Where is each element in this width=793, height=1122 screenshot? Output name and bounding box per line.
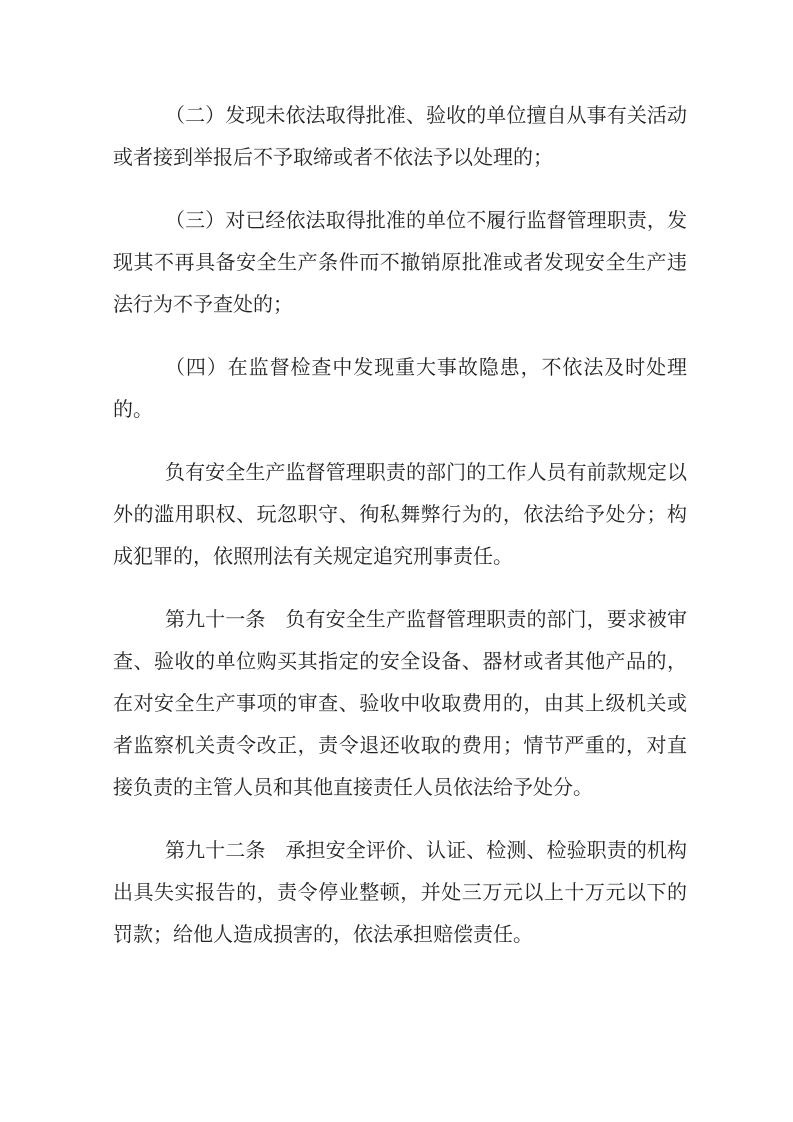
document-body <box>113 94 687 976</box>
paragraph-article-91: 第九十一条 负有安全生产监督管理职责的部门，要求被审查、验收的单位购买其指定的安全设备、器材或者其他产品的，在对安全生产事项的审查、验收中收取费用的，由其上级机关或者监察机关责令改正，责令退还收取的费用；情节严重的，对直接负责的主管人员和其他直接责任人员依法给予处分。 <box>113 607 687 799</box>
paragraph-article-92: 第九十二条 承担安全评价、认证、检测、检验职责的机构出具失实报告的，责令停业整顿，并处三万元以上十万元以下的罚款；给他人造成损害的，依法承担赔偿责任。 <box>113 838 687 946</box>
paragraph-official-misconduct: 负有安全生产监督管理职责的部门的工作人员有前款规定以外的滥用职权、玩忽职守、徇私舞弊行为的，依法给予处分；构成犯罪的，依照刑法有关规定追究刑事责任。 <box>113 460 687 568</box>
paragraph-item-3: （三）对已经依法取得批准的单位不履行监督管理职责，发现其不再具备安全生产条件而不撤销原批准或者发现安全生产违法行为不予查处的； <box>113 208 687 316</box>
paragraph-item-4: （四）在监督检查中发现重大事故隐患，不依法及时处理的。 <box>113 355 687 421</box>
paragraph-item-2: （二）发现未依法取得批准、验收的单位擅自从事有关活动或者接到举报后不予取缔或者不依法予以处理的； <box>113 103 687 169</box>
